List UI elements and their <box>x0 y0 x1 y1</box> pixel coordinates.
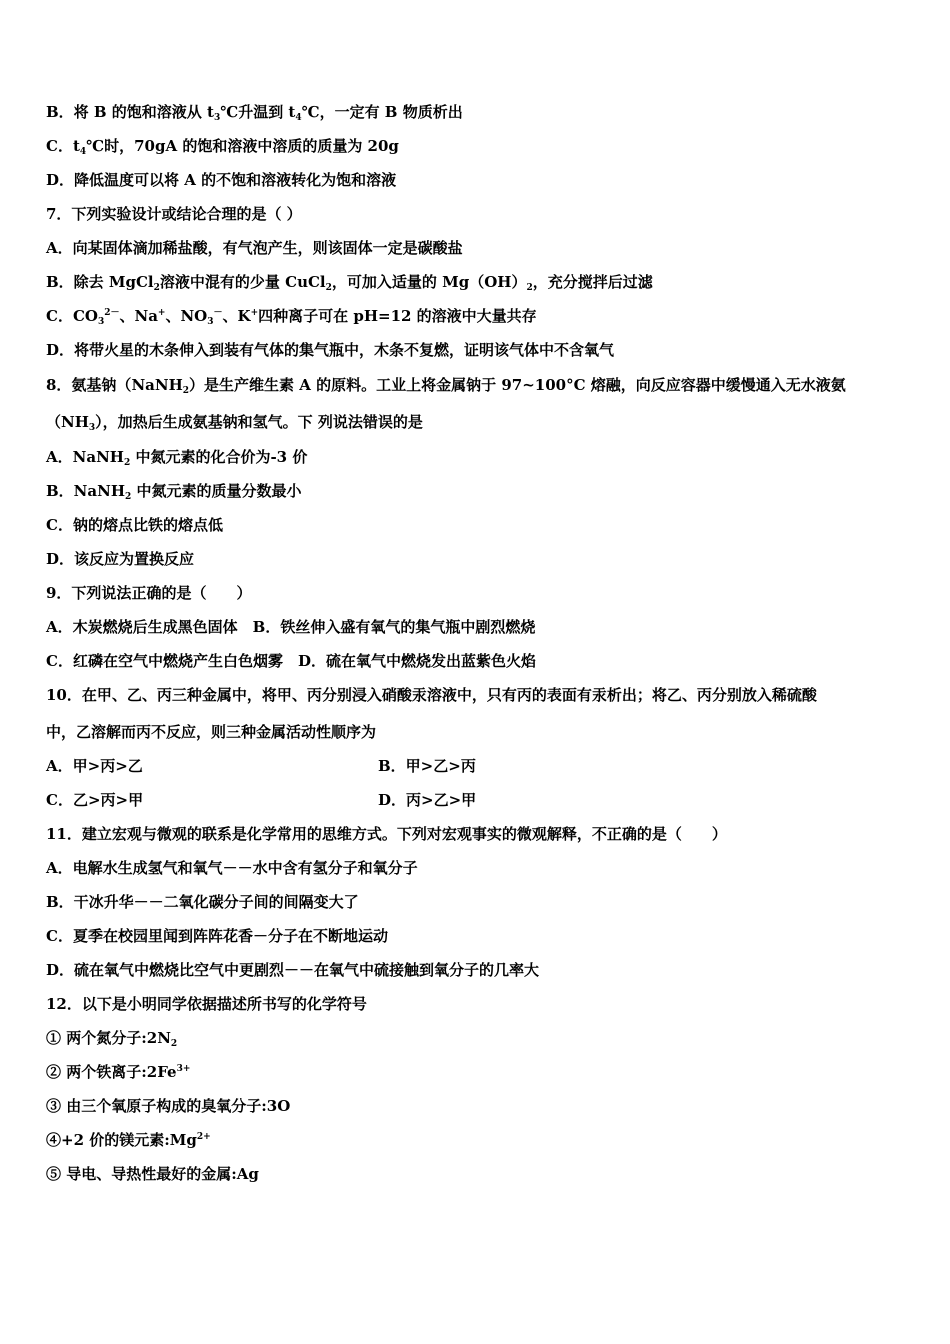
q12-item-5: ⑤ 导电、导热性最好的金属:Ag <box>46 1165 259 1183</box>
q10-option-d: D．丙>乙>甲 <box>378 791 477 809</box>
q9-options-ab: A．木炭燃烧后生成黑色固体 B．铁丝伸入盛有氧气的集气瓶中剧烈燃烧 <box>46 618 536 636</box>
q6-option-d: D．降低温度可以将 A 的不饱和溶液转化为饱和溶液 <box>46 171 397 189</box>
q12-item-2: ② 两个铁离子$:2Fe^{3+}$ <box>46 1063 191 1081</box>
q7-option-b: B．除去 MgCl$_2$溶液中混有的少量 CuCl$_2$，可加入适量的 $Mg(OH)_2$，充分搅拌后过滤 <box>46 273 653 293</box>
q8-stem-line2: $(NH_3)$，加热后生成氨基钠和氢气。下 列说法错误的是 <box>46 413 423 433</box>
q10-option-b: B．甲>乙>丙 <box>378 757 476 775</box>
q6-option-c: C．$t_4℃$时，70gA 的饱和溶液中溶质的质量为 20g <box>46 137 399 157</box>
q10-option-a: A．甲>丙>乙 <box>46 757 143 775</box>
q6-option-b: B．将 B 的饱和溶液从 $t_3℃$升温到 $t_4℃$，一定有 B 物质析出 <box>46 103 463 123</box>
q8-option-b: B．NaNH$_2$ 中氮元素的质量分数最小 <box>46 482 302 502</box>
q8-stem-line1: 8．氨基钠（NaNH$_2$）是生产维生素 A 的原料。工业上将金属钠于 97~100°C 熔融，向反应容器中缓慢通入无水液氨 <box>46 376 846 396</box>
q12-item-4: ④+2 价的镁元素$:Mg^{2+}$ <box>46 1131 211 1149</box>
q11-stem: 11．建立宏观与微观的联系是化学常用的思维方式。下列对宏观事实的微观解释，不正确的是（ ） <box>46 825 727 843</box>
q7-option-d: D．将带火星的木条伸入到装有气体的集气瓶中，木条不复燃，证明该气体中不含氧气 <box>46 341 615 359</box>
q8-option-d: D．该反应为置换反应 <box>46 550 195 568</box>
q10-option-c: C．乙>丙>甲 <box>46 791 144 809</box>
q12-item-1: ① 两个氮分子$:2N_2$ <box>46 1029 178 1049</box>
q11-option-d: D．硫在氧气中燃烧比空气中更剧烈－－在氧气中硫接触到氧分子的几率大 <box>46 961 540 979</box>
q10-stem-line2: 中，乙溶解而丙不反应，则三种金属活动性顺序为 <box>46 723 377 741</box>
q8-option-a: A．NaNH$_2$ 中氮元素的化合价为-3 价 <box>46 448 308 468</box>
q10-stem-line1: 10．在甲、乙、丙三种金属中，将甲、丙分别浸入硝酸汞溶液中，只有丙的表面有汞析出；将乙、丙分别放入稀硫酸 <box>46 686 817 704</box>
q11-option-a: A．电解水生成氢气和氧气－－水中含有氢分子和氧分子 <box>46 859 418 877</box>
q12-stem: 12．以下是小明同学依据描述所书写的化学符号 <box>46 995 367 1013</box>
q8-option-c: C．钠的熔点比铁的熔点低 <box>46 516 223 534</box>
q9-stem: 9．下列说法正确的是（ ） <box>46 584 252 602</box>
q7-option-a: A．向某固体滴加稀盐酸，有气泡产生，则该固体一定是碳酸盐 <box>46 239 463 257</box>
q7-stem: 7．下列实验设计或结论合理的是（ ） <box>46 205 302 223</box>
q7-option-c: C．$CO_3^{2-}$、Na+、$NO_3^-$、K+四种离子可在 pH=12 的溶液中大量共存 <box>46 307 537 327</box>
q11-option-c: C．夏季在校园里闻到阵阵花香－分子在不断地运动 <box>46 927 388 945</box>
q11-option-b: B．干冰升华－－二氧化碳分子间的间隔变大了 <box>46 893 359 911</box>
q9-options-cd: C．红磷在空气中燃烧产生白色烟雾 D．硫在氧气中燃烧发出蓝紫色火焰 <box>46 652 536 670</box>
q12-item-3: ③ 由三个氧原子构成的臭氧分子:3O <box>46 1097 291 1115</box>
